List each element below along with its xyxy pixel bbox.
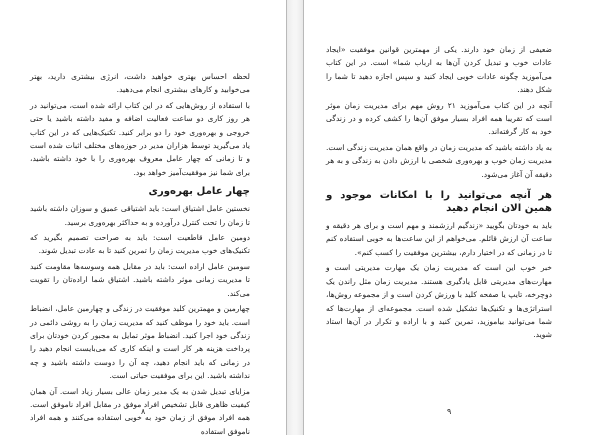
right-paragraph-2: آنچه در این کتاب می‌آموزید ۲۱ روش مهم برای مدیریت زمان موثر است که تقریبا همه افراد بسیار موفق آن‌ها را کشف کرده و در زندگی خود به کار گرفته‌اند. <box>326 100 553 137</box>
book-gutter <box>286 0 304 435</box>
right-paragraph-3: به یاد داشته باشید که مدیریت زمان در واقع همان مدیریت زندگی است. مدیریت زمان خوب و بهره‌وری شخصی با ارزش دادن به زندگی و به هر دقیقه آن آغاز می‌شود. <box>326 142 552 179</box>
left-paragraph-1: لحظه احساس بهتری خواهید داشت، انرژی بیشتری دارید، بهتر می‌خوابید و کارهای بیشتری انجام می‌دهید. <box>30 72 250 95</box>
left-paragraph-7: مزایای تبدیل شدن به یک مدیر زمان عالی بسیار زیاد است. آن همان کیفیت ظاهری قابل تشخیص افراد موفق در مقابل افراد ناموفق است. همه افراد موفق از زمان خود به خوبی استفاده می‌کنند و همه افراد ناموفق استفاده <box>30 386 250 436</box>
right-page <box>304 0 590 435</box>
left-paragraph-5: سومین عامل اراده است: باید در مقابل همه وسوسه‌ها مقاومت کنید تا مدیریت زمانی موثر داشته باشید. اشتیاق شما اراده‌تان را تقویت می‌کند. <box>30 261 250 298</box>
left-section-heading: چهار عامل بهره‌وری <box>148 186 250 198</box>
right-section-heading: هر آنچه می‌توانید را با امکانات موجود و همین الان انجام دهید <box>326 190 552 215</box>
right-paragraph-4: باید به خودتان بگویید «زندگیم ارزشمند و مهم است و برای هر دقیقه و ساعت آن ارزش قائلم. می‌خواهم از این ساعت‌ها به خوبی استفاده کنم تا در زمانی که در اختیار دارم، بیشترین موفقیت را کسب کنم». <box>326 221 552 257</box>
left-page-text <box>30 70 250 440</box>
left-paragraph-3: نخستین عامل اشتیاق است: باید اشتیاقی عمیق و سوزان داشته باشید تا زمان را تحت کنترل درآورده و به حداکثر بهره‌وری برسید. <box>30 204 250 227</box>
right-page-number: ۹ <box>447 407 452 416</box>
left-paragraph-2: با استفاده از روش‌هایی که در این کتاب ارائه شده است، می‌توانید در هر روز کاری دو ساعت فعالیت اضافه و مفید داشته باشید یا حتی خروجی و بهره‌وری خود را دو برابر کنید. تکنیک‌هایی که در این کتاب یاد می‌گیرید توسط هزاران مدیر در حوزه‌های مختلف اثبات شده است و تا زمانی که چهار عامل معروف بهره‌وری را با خود داشته باشید، برای شما نیز موفقیت‌آمیز خواهد بود. <box>30 100 250 177</box>
left-paragraph-4: دومین عامل قاطعیت است: باید به صراحت تصمیم بگیرید که تکنیک‌های خوب مدیریت زمان را تمرین کنید تا به عادت تبدیل شوند. <box>30 233 250 256</box>
right-page-text <box>326 43 552 344</box>
right-paragraph-5: خبر خوب این است که مدیریت زمان یک مهارت مدیریتی است و مهارت‌های مدیریتی قابل یادگیری هستند. مدیریت زمان مثل راندن یک دوچرخه، تایپ یا صفحه کلید با ورزش کردن است و از مجموعه روش‌ها، استراتژی‌ها و تکنیک‌ها تشکیل شده است. مجموعه‌ای از مهارت‌ها که شما می‌توانید بیاموزید، تمرین کنید و با اراده و تکرار در آن‌ها استاد شوید. <box>326 263 552 340</box>
left-page-edge <box>286 0 287 435</box>
left-page <box>0 0 286 435</box>
right-paragraph-1: ضعیفی از زمان خود دارند. یکی از مهمترین قوانین موفقیت «ایجاد عادات خوب و تبدیل کردن آن‌ها به ارباب شما» است. در این کتاب می‌آموزید چگونه عادات خوبی ایجاد کنید و سپس اجازه دهید تا شما را شکل دهند. <box>326 45 552 95</box>
left-paragraph-6: چهارمین و مهمترین کلید موفقیت در زندگی و چهارمین عامل، انضباط است. باید خود را موظف کنید که مدیریت زمان را به روشی دائمی در زندگی خود اجرا کنید. انضباط موثر تمایل به مجبور کردن خودتان برای پرداخت هزینه هر کار است و اینکه کاری که می‌بایست انجام دهید را در زمانی که باید انجام دهید، چه آن را دوست داشته باشید و چه نداشته باشید. این برای موفقیت حیاتی است. <box>30 304 250 381</box>
left-page-number: ۸ <box>141 407 146 416</box>
